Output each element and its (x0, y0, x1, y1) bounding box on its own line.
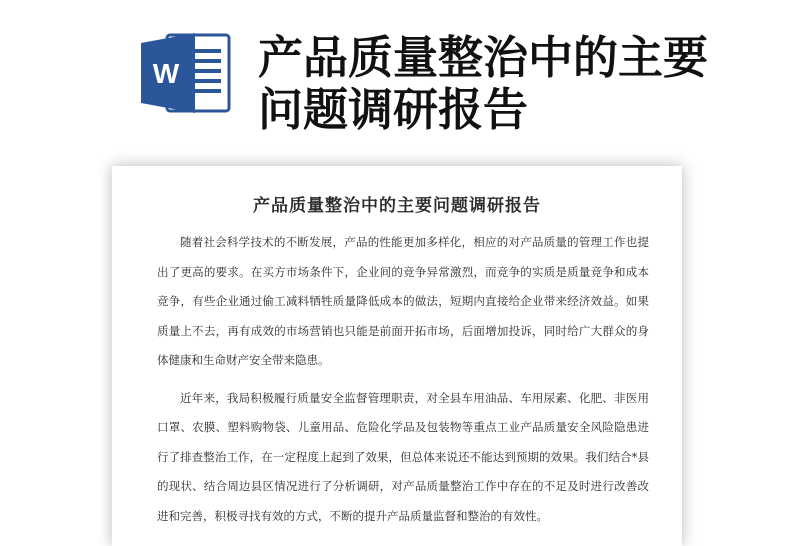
header-banner (0, 0, 800, 150)
document-title: 产品质量整治中的主要问题调研报告 (253, 196, 541, 216)
word-document-icon (141, 33, 233, 113)
paragraph-1: 随着社会科学技术的不断发展，产品的性能更加多样化，相应的对产品质量的管理工作也提出了更高的要求。在买方市场条件下，企业间的竞争异常激烈，而竞争的实质是质量竞争和成本竞争，有些企业通过偷工减料牺牲质量降低成本的做法，短期内直接给企业带来经济效益。如果质量上不去，再有成效的市场营销也只能是前面开拓市场，后面增加投诉，同时给广大群众的身体健康和生命财产安全带来隐患。 (157, 235, 649, 367)
paragraph-2: 近年来，我局积极履行质量安全监督管理职责，对全县车用油品、车用尿素、化肥、非医用口罩、农膜、塑料购物袋、儿童用品、危险化学品及包装物等重点工业产品质量安全风险隐患进行了排查整治工作，在一定程度上起到了效果，但总体来说还不能达到预期的效果。我们结合*县的现状、结合周边县区情况进行了分析调研，对产品质量整治工作中存在的不足及时进行改善改进和完善，积极寻找有效的方式，不断的提升产品质量监督和整治的有效性。 (157, 390, 649, 523)
document-page (112, 166, 682, 546)
header-title: 产品质量整治中的主要问题调研报告 (258, 31, 709, 136)
word-icon-letter: W (152, 58, 180, 89)
document-body (157, 228, 649, 539)
